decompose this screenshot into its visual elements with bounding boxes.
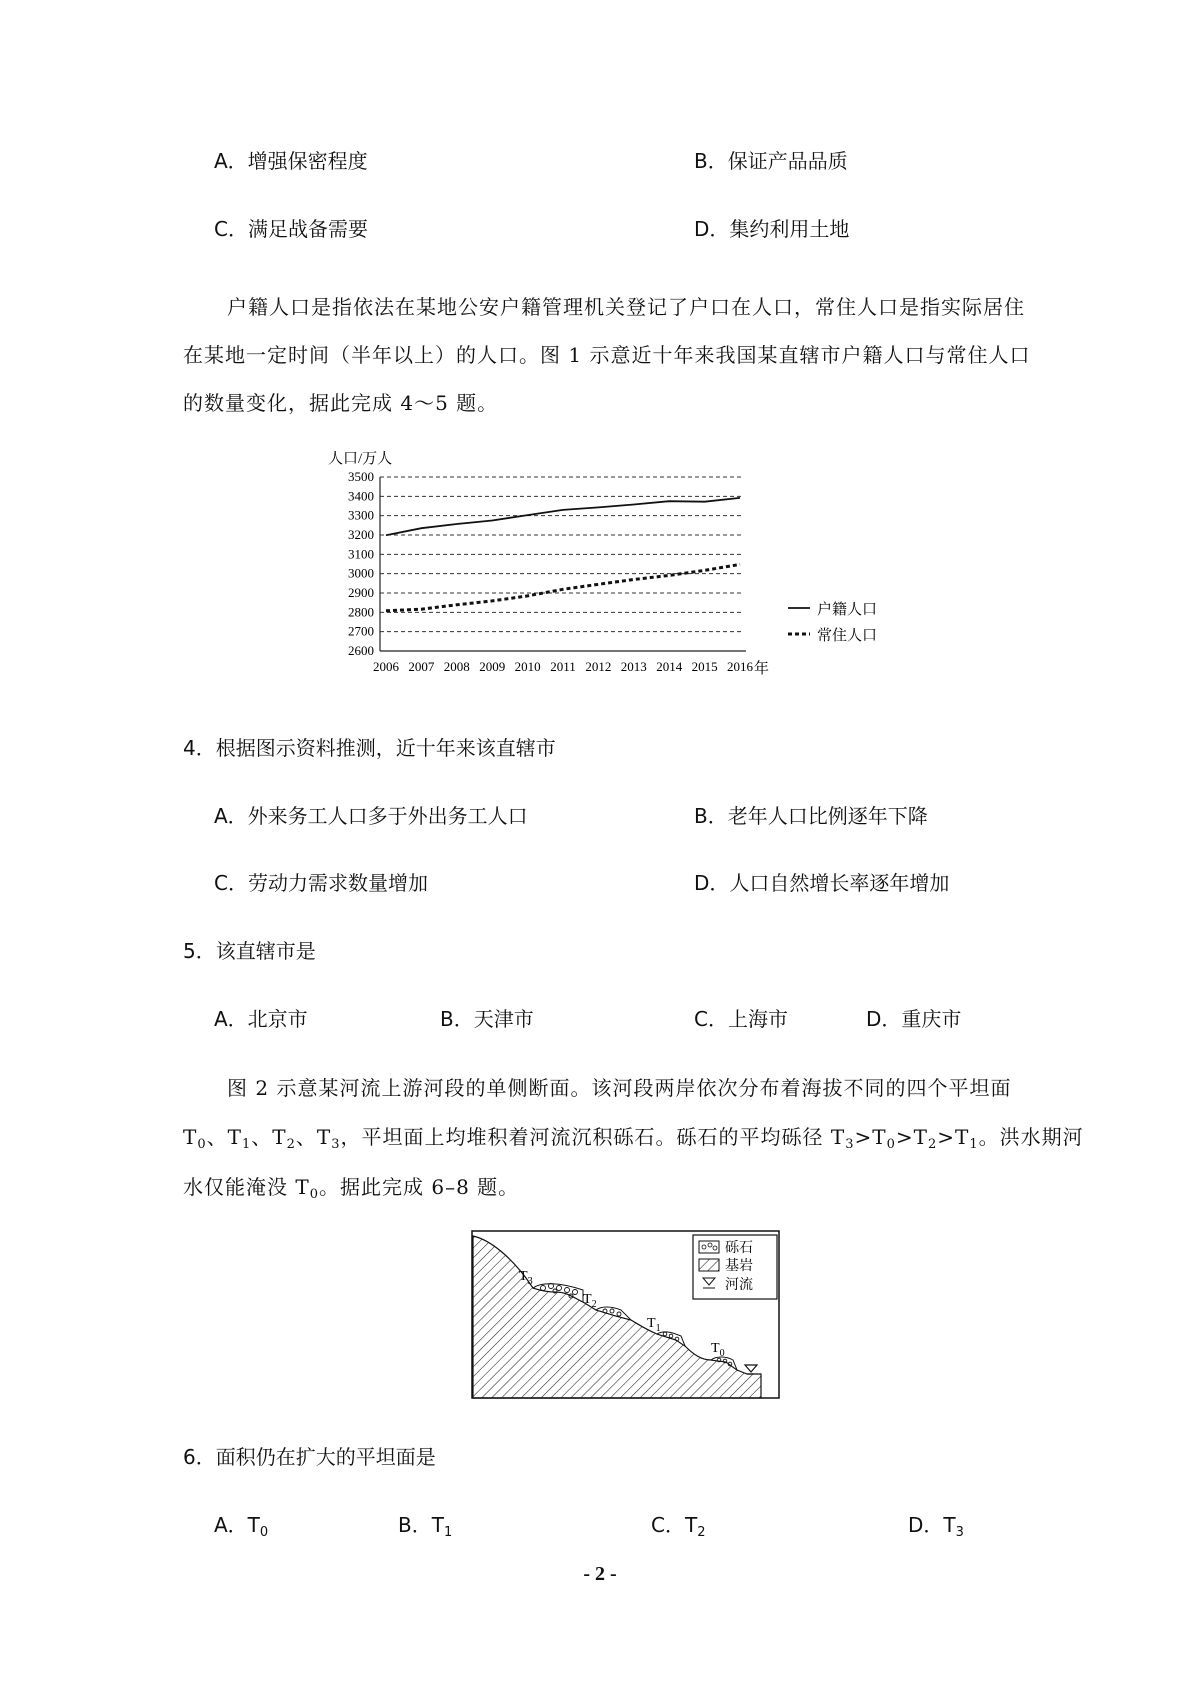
legend-gravel-icon bbox=[699, 1241, 719, 1253]
q6-option-a: A．$T_0$ bbox=[214, 1513, 269, 1540]
passage-population: 户籍人口是指依法在某地公安户籍管理机关登记了户口在人口，常住人口是指实际居住在某地一定时间（半年以上）的人口。图 1 示意近十年来我国某直辖市户籍人口与常住人口的数量变化，据此完成 4～5 题。 bbox=[183, 295, 1031, 415]
q6-option-c: C．$T_2$ bbox=[651, 1513, 706, 1540]
population-chart bbox=[320, 445, 880, 685]
x-tick-label: 2006 bbox=[373, 659, 399, 674]
legend-gravel-label: 砾石 bbox=[725, 1241, 753, 1256]
x-tick-label: 2007 bbox=[408, 659, 435, 674]
x-tick-label: 2013 bbox=[620, 659, 647, 674]
y-tick-label: 2600 bbox=[348, 643, 374, 658]
q6-option-d: D．$T_3$ bbox=[908, 1513, 964, 1540]
y-tick-label: 2900 bbox=[348, 585, 374, 600]
legend-label-changzhu: 常住人口 bbox=[817, 628, 878, 644]
y-tick-label: 2800 bbox=[348, 604, 374, 620]
y-tick-label: 3200 bbox=[348, 527, 374, 542]
legend-bedrock-label: 基岩 bbox=[725, 1259, 753, 1274]
x-tick-label: 2011 bbox=[550, 659, 576, 674]
x-tick-label: 2016 bbox=[727, 659, 753, 674]
chart-xlabel: 年 bbox=[754, 661, 770, 677]
passage-river-line2: $T_0$、$T_1$、$T_2$、$T_3$，平坦面上均堆积着河流沉积砾石。砾石的平均砾径 $T_3>T_0>T_2>T_1$。洪水期河 bbox=[183, 1125, 1084, 1152]
q4-option-d: D．人口自然增长率逐年增加 bbox=[694, 871, 950, 895]
y-tick-label: 3100 bbox=[348, 546, 374, 562]
legend-label-huji: 户籍人口 bbox=[817, 602, 878, 618]
q5-option-c: C．上海市 bbox=[694, 1007, 788, 1031]
passage-river-line3: 水仅能淹没 $T_0$。据此完成 6–8 题。 bbox=[183, 1175, 520, 1202]
q5-option-d: D．重庆市 bbox=[866, 1007, 962, 1031]
legend-bedrock-icon bbox=[699, 1259, 719, 1271]
x-tick-label: 2010 bbox=[514, 659, 541, 674]
q6-option-b: B．$T_1$ bbox=[398, 1513, 453, 1540]
river-section-diagram bbox=[471, 1230, 781, 1400]
y-tick-label: 3000 bbox=[348, 565, 374, 581]
question-4-stem: 4．根据图示资料推测，近十年来该直辖市 bbox=[183, 736, 556, 760]
option-a: A．增强保密程度 bbox=[214, 149, 368, 173]
option-c: C．满足战备需要 bbox=[214, 217, 368, 241]
y-tick-label: 3500 bbox=[348, 469, 374, 484]
x-tick-label: 2009 bbox=[479, 659, 506, 674]
question-5-stem: 5．该直辖市是 bbox=[183, 939, 316, 963]
series-line-huji bbox=[386, 498, 740, 535]
option-b: B．保证产品品质 bbox=[694, 149, 848, 173]
passage-river-line1: 图 2 示意某河流上游河段的单侧断面。该河段两岸依次分布着海拔不同的四个平坦面 bbox=[227, 1076, 1012, 1100]
option-d: D．集约利用土地 bbox=[694, 217, 850, 241]
page-number: - 2 - bbox=[583, 1563, 617, 1585]
label-t1: $T_1$ bbox=[647, 1316, 661, 1334]
label-t0: $T_0$ bbox=[711, 1341, 725, 1359]
series-line-changzhu bbox=[386, 564, 740, 610]
y-tick-label: 2700 bbox=[348, 623, 374, 639]
legend-river-label: 河流 bbox=[725, 1278, 753, 1293]
x-tick-label: 2015 bbox=[691, 659, 718, 674]
question-6-stem: 6．面积仍在扩大的平坦面是 bbox=[183, 1445, 436, 1469]
x-tick-label: 2012 bbox=[585, 659, 612, 674]
x-tick-label: 2014 bbox=[656, 659, 683, 674]
x-tick-label: 2008 bbox=[443, 659, 470, 674]
label-t2: $T_2$ bbox=[583, 1292, 597, 1310]
q5-option-a: A．北京市 bbox=[214, 1007, 308, 1031]
q5-option-b: B．天津市 bbox=[440, 1007, 534, 1031]
q4-option-c: C．劳动力需求数量增加 bbox=[214, 871, 428, 895]
y-tick-label: 3400 bbox=[348, 488, 374, 504]
q4-option-a: A．外来务工人口多于外出务工人口 bbox=[214, 804, 528, 828]
q4-option-b: B．老年人口比例逐年下降 bbox=[694, 804, 928, 828]
label-t3: $T_3$ bbox=[519, 1269, 533, 1287]
y-tick-label: 3300 bbox=[348, 507, 374, 523]
chart-ylabel: 人口/万人 bbox=[328, 451, 393, 467]
